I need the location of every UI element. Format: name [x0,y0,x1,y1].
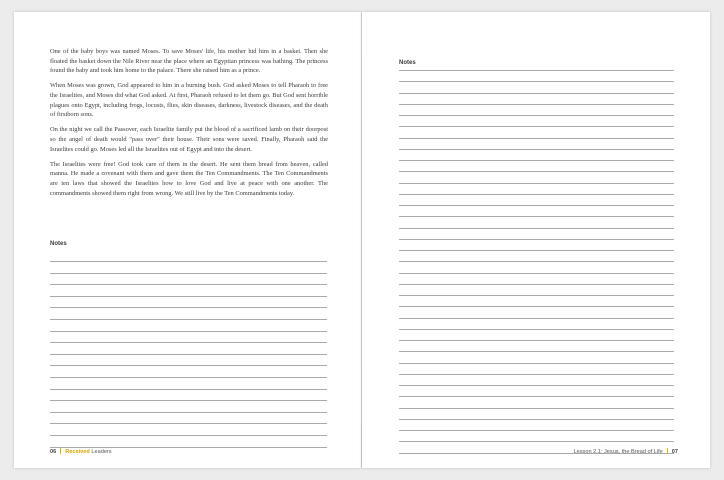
note-line[interactable] [399,81,674,82]
note-line[interactable] [399,284,674,285]
note-line[interactable] [50,435,327,436]
note-line[interactable] [399,340,674,341]
note-line[interactable] [399,183,674,184]
note-line[interactable] [399,126,674,127]
note-line[interactable] [399,250,674,251]
note-line[interactable] [50,307,327,308]
brand-name: Received [65,449,90,455]
footer-right [574,448,678,455]
note-line[interactable] [399,396,674,397]
note-line[interactable] [399,228,674,229]
paragraph-2: When Moses was grown, God appeared to him in a burning bush. God asked Moses to tell Pharaoh to free the Israelites, and Moses did what God asked. At first, Pharaoh refused to let them go. But God sent horrible plagues onto Egypt, including frogs, locusts, flies, skin diseases, darkness, livestock diseases, and the death of firstborn sons. [50,82,328,119]
note-line[interactable] [399,261,674,262]
note-line[interactable] [399,329,674,330]
note-line[interactable] [50,342,327,343]
note-line[interactable] [399,385,674,386]
note-line[interactable] [399,216,674,217]
note-line[interactable] [50,273,327,274]
note-line[interactable] [399,295,674,296]
note-line[interactable] [399,318,674,319]
note-line[interactable] [50,400,327,401]
note-line[interactable] [50,365,327,366]
notes-heading-left: Notes [50,241,67,247]
note-line[interactable] [399,306,674,307]
note-line[interactable] [399,171,674,172]
note-line[interactable] [50,412,327,413]
note-line[interactable] [399,239,674,240]
note-line[interactable] [50,331,327,332]
note-line[interactable] [399,149,674,150]
left-page [14,12,361,468]
note-line[interactable] [399,408,674,409]
footer-divider [60,448,61,454]
note-line[interactable] [399,104,674,105]
note-line[interactable] [399,115,674,116]
note-line[interactable] [399,273,674,274]
note-line[interactable] [399,363,674,364]
note-line[interactable] [399,70,674,71]
footer-left [50,448,112,455]
note-line[interactable] [50,284,327,285]
note-line[interactable] [399,419,674,420]
note-line[interactable] [50,319,327,320]
note-line[interactable] [50,377,327,378]
note-line[interactable] [50,261,327,262]
note-line[interactable] [399,160,674,161]
note-line[interactable] [399,351,674,352]
right-page [362,12,710,468]
note-line[interactable] [50,354,327,355]
paragraph-3: On the night we call the Passover, each Israelite family put the blood of a sacrificed lamb on their doorpost so the angel of death would "pass over" their house. Their sons were saved. Finally, Pharaoh said the Israelites could go. Moses led all the Israelites out of Egypt and into the desert. [50,126,328,153]
note-line[interactable] [50,296,327,297]
page-number-left: 06 [50,449,57,455]
note-line[interactable] [399,441,674,442]
note-line[interactable] [50,423,327,424]
section-name: Leaders [91,449,112,455]
lesson-title: Lesson 2.1: Jesus, the Bread of Life [573,449,663,455]
paragraph-1: One of the baby boys was named Moses. To save Moses' life, his mother hid him in a basket. Then she floated the basket down the Nile River near the place where an Egyptian princess was bathing. The princess found the baby and took him home to the palace. There she raised him as a prince. [50,48,328,75]
story-text [50,47,328,204]
footer-divider [667,448,668,454]
note-line[interactable] [399,205,674,206]
notes-lines-left[interactable] [50,261,327,448]
notes-heading-right: Notes [399,60,416,66]
note-line[interactable] [399,374,674,375]
page-number-right: 07 [671,449,678,455]
note-line[interactable] [399,194,674,195]
notes-lines-right[interactable] [399,70,674,454]
note-line[interactable] [399,430,674,431]
paragraph-4: The Israelites were free! God took care of them in the desert. He sent them bread from heaven, called manna. He made a covenant with them and gave them the Ten Commandments. The Ten Commandments are ten laws that showed the Israelites how to love God and live at peace with one another. The commandments showed them right from wrong. We still live by the Ten Commandments today. [50,160,328,197]
note-line[interactable] [50,389,327,390]
note-line[interactable] [399,93,674,94]
note-line[interactable] [399,138,674,139]
